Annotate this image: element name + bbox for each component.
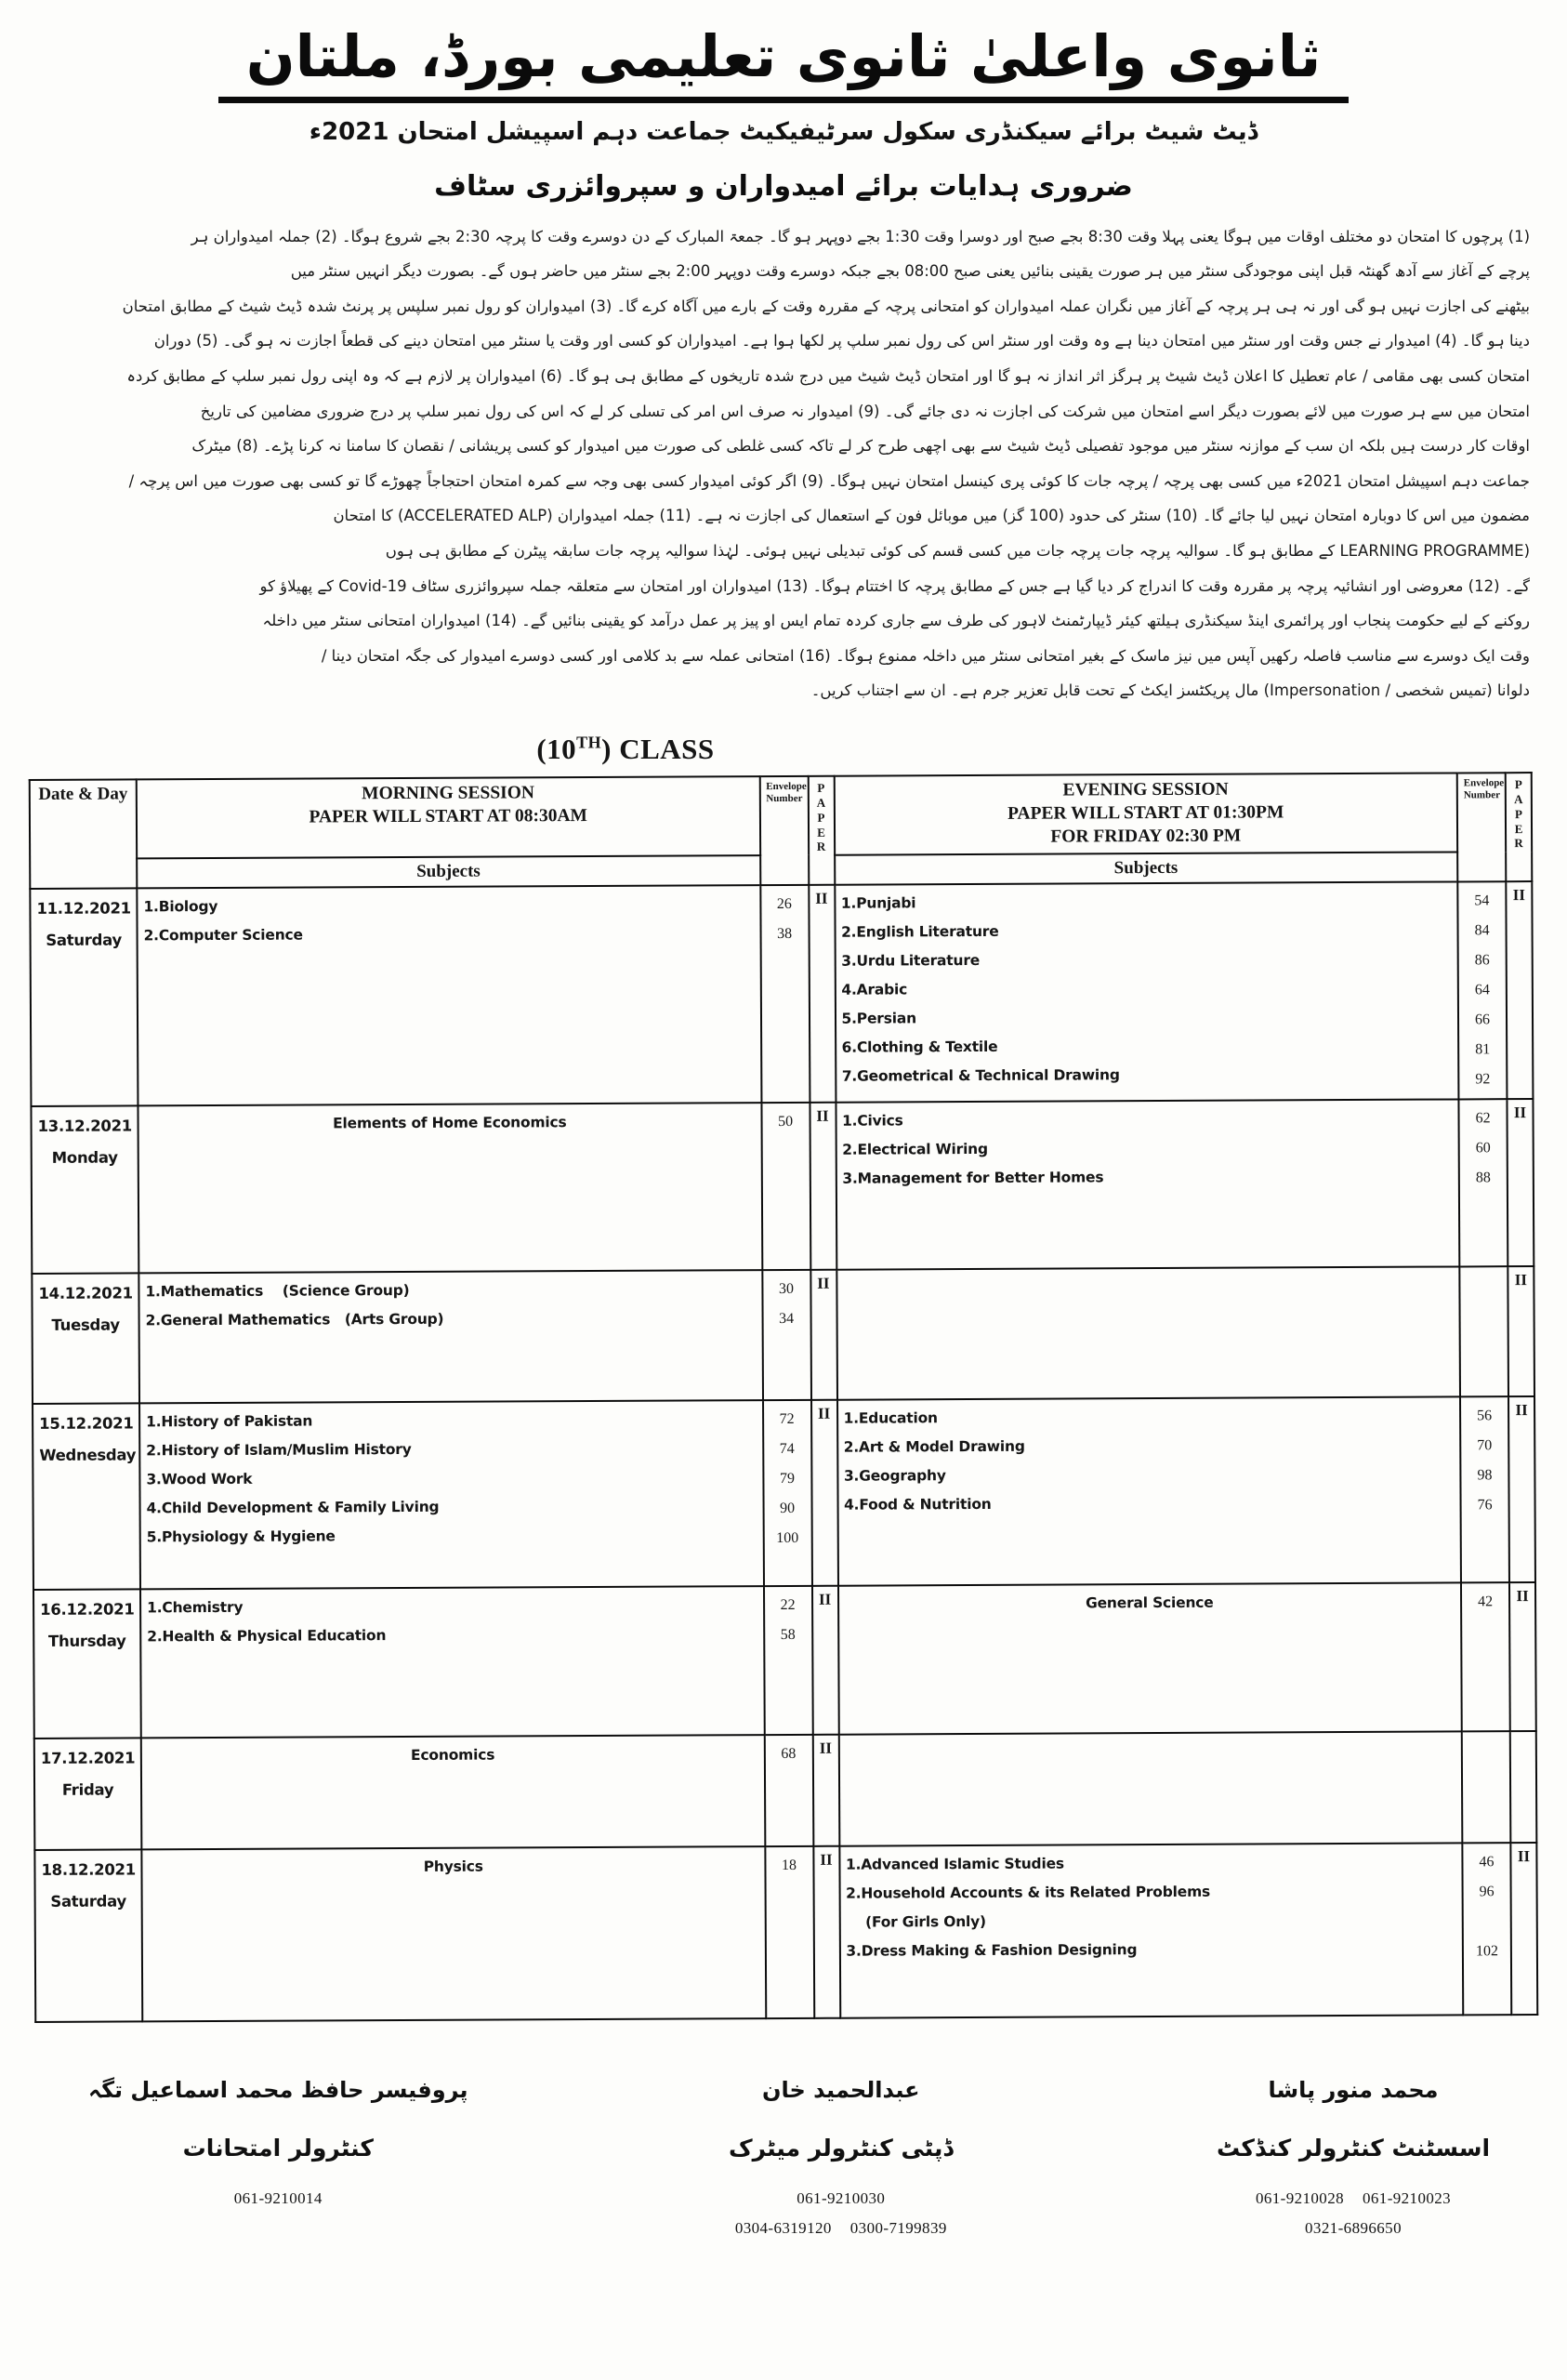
envelope-number: 102	[1475, 1943, 1498, 1960]
class-title-prefix: (10	[536, 733, 577, 766]
signatory-role: اسسٹنٹ کنٹرولر کنڈکٹ	[1216, 2134, 1491, 2162]
paper-letter: P	[817, 780, 825, 795]
instruction-line: دینا ہو گا۔ (4) امیدوار نے جس وقت اور سنٹر میں امتحان دینا ہے وہ وقت اور سنٹر اس کی رول نمبر سلپ پر لکھا ہوا ہے۔ امیدواران کو کسی اور وقت یا سنٹر میں امتحان دینے کی قطعاً اجازت نہ ہو گی۔ (5) دوران	[153, 332, 1530, 350]
table-row	[32, 1266, 1534, 1404]
cell-subjects-evening	[837, 1582, 1461, 1734]
cell-paper-evening: II	[1507, 1099, 1534, 1266]
phone-row	[702, 2214, 981, 2242]
instruction-line: (1) پرچوں کا امتحان دو مختلف اوقات میں ہوگا یعنی پہلا وقت 8:30 بجے صبح اور دوسرا وقت 1:30 بجے دوپہر ہو گا۔ جمعۃ المبارک کے دن دوسرے وقت کا پرچہ 2:30 بجے شروع ہوگا۔ (2) جملہ امیدواران ہر	[191, 227, 1530, 245]
cell-envelope-morning	[761, 1103, 810, 1270]
envelope-number: 98	[1477, 1467, 1493, 1484]
table-row	[31, 1099, 1534, 1274]
class-title-sup: TH	[576, 733, 602, 752]
instructions-text	[37, 219, 1530, 709]
signatory-role: ڈپٹی کنٹرولر میٹرک	[729, 2134, 954, 2162]
signature-block	[88, 2073, 1493, 2242]
subject-item: 2.History of Islam/Muslim History	[146, 1440, 412, 1460]
exam-date: 17.12.2021	[40, 1749, 136, 1767]
subject-item: 3.Dress Making & Fashion Designing	[846, 1941, 1138, 1960]
instructions-heading: ضروری ہدایات برائے امیدواران و سپروائزری سٹاف	[434, 169, 1133, 203]
phone-number: 0321-6896650	[1305, 2218, 1402, 2237]
table-row	[30, 881, 1533, 1106]
subject-item: 1.Mathematics (Science Group)	[145, 1281, 410, 1301]
cell-envelope-morning	[762, 1270, 811, 1400]
cell-paper-morning: II	[812, 1735, 839, 1846]
paper-letter: R	[1514, 836, 1523, 851]
envelope-number: 64	[1474, 982, 1490, 998]
cell-paper-evening: II	[1508, 1266, 1534, 1396]
envelope-label-line1: Envelope	[1463, 777, 1505, 789]
envelope-number: 70	[1477, 1437, 1493, 1454]
subject-item: Physics	[423, 1858, 483, 1875]
cell-subjects-evening	[835, 881, 1459, 1102]
subject-item: 1.Chemistry	[147, 1598, 244, 1617]
instruction-line: روکنے کے لیے حکومت پنجاب اور پرائمری اینڈ سیکنڈری ہیلتھ کیئر ڈیپارٹمنٹ لاہور کی طرف سے جاری کردہ تمام ایس او پیز پر عمل درآمد کو یقینی بنائیں گے۔ (14) امیدواران امتحانی سنٹر میں داخلہ	[262, 612, 1530, 630]
cell-paper-morning: II	[811, 1586, 838, 1735]
signatory-role: کنٹرولر امتحانات	[182, 2134, 374, 2162]
cell-subjects-evening	[836, 1266, 1460, 1399]
instruction-line: دلوانا (تمیس شخصی / Impersonation) مال پریکٹسز ایکٹ کے تحت قابل تعزیر جرم ہے۔ ان سے اجتناب کریں۔	[810, 681, 1530, 700]
paper-letter: A	[1514, 791, 1523, 807]
cell-date-day	[31, 1105, 138, 1274]
subject-item: 2.Art & Model Drawing	[843, 1437, 1025, 1456]
cell-envelope-evening	[1461, 1582, 1510, 1731]
subject-item: 2.English Literature	[841, 922, 999, 941]
instruction-line: پرچے کے آغاز سے آدھ گھنٹہ قبل اپنی موجودگی سنٹر میں ہر صورت یقینی بنائیں یعنی صبح 08:00 بجے جبکہ دوسرے وقت دوپہر 2:00 بجے سنٹر میں حاضر ہوں گے۔ بصورت دیگر انہیں سنٹر میں	[290, 262, 1530, 281]
cell-envelope-evening	[1462, 1843, 1511, 2015]
signatory	[1214, 2073, 1493, 2242]
header-row-1	[30, 773, 1532, 859]
exam-day: Saturday	[50, 1892, 126, 1911]
subject-item: 1.History of Pakistan	[146, 1412, 313, 1431]
exam-day: Saturday	[46, 931, 122, 949]
signatory	[88, 2073, 468, 2242]
cell-paper-evening: II	[1509, 1582, 1536, 1731]
phone-number: 061-9210028	[1255, 2189, 1344, 2208]
cell-paper-morning: II	[810, 1270, 837, 1400]
cell-subjects-morning	[141, 1735, 765, 1849]
subject-item: 2.Health & Physical Education	[147, 1626, 387, 1646]
exam-day: Monday	[51, 1148, 118, 1167]
evening-session-line1: EVENING SESSION	[1062, 779, 1229, 800]
subject-item: General Science	[1086, 1593, 1214, 1612]
subject-item: 1.Punjabi	[840, 894, 916, 912]
cell-paper-evening: II	[1508, 1396, 1535, 1582]
phone-number: 061-9210014	[233, 2189, 323, 2208]
exam-date: 18.12.2021	[41, 1860, 136, 1879]
envelope-number: 72	[779, 1410, 795, 1427]
envelope-number: 81	[1475, 1041, 1491, 1058]
cell-subjects-morning	[140, 1586, 764, 1738]
exam-date: 16.12.2021	[40, 1600, 135, 1619]
envelope-number	[1469, 1907, 1505, 1937]
cell-envelope-evening	[1462, 1731, 1511, 1843]
paper-letter: E	[1514, 821, 1523, 836]
class-title	[0, 733, 1567, 766]
subject-item: 5.Persian	[841, 1010, 916, 1027]
cell-paper-evening: II	[1506, 881, 1533, 1099]
paper-letter: A	[816, 795, 826, 810]
envelope-number: 96	[1479, 1884, 1495, 1900]
envelope-number: 50	[778, 1113, 794, 1130]
envelope-number: 79	[779, 1470, 795, 1487]
envelope-number: 26	[776, 895, 792, 912]
envelope-number: 22	[780, 1596, 796, 1613]
class-title-suffix: ) CLASS	[601, 733, 715, 766]
table-row	[34, 1843, 1537, 2022]
cell-paper-morning: II	[811, 1400, 838, 1586]
header-envelope-evening	[1457, 773, 1507, 881]
paper-letter: P	[817, 810, 825, 825]
cell-envelope-morning	[764, 1735, 813, 1846]
subject-item: 4.Food & Nutrition	[844, 1495, 992, 1514]
exam-date: 14.12.2021	[38, 1284, 133, 1302]
envelope-label-line1: Envelope	[766, 780, 807, 793]
cell-paper-morning: II	[810, 1103, 836, 1270]
subject-item: 2.Electrical Wiring	[842, 1140, 988, 1158]
evening-session-line2: PAPER WILL START AT 01:30PM	[1007, 802, 1284, 824]
signatory	[702, 2073, 981, 2242]
evening-session-line3: FOR FRIDAY 02:30 PM	[1050, 826, 1242, 847]
signatory-name: محمد منور پاشا	[1268, 2076, 1439, 2103]
phone-number: 061-9210030	[797, 2189, 886, 2208]
cell-subjects-morning	[138, 1103, 761, 1273]
subject-item: Elements of Home Economics	[333, 1114, 567, 1132]
exam-date: 11.12.2021	[36, 899, 131, 918]
cell-subjects-morning	[141, 1846, 765, 2021]
subject-item: 5.Physiology & Hygiene	[146, 1527, 336, 1546]
phone-row	[88, 2184, 468, 2213]
envelope-number: 74	[779, 1440, 795, 1457]
subject-item: 2.General Mathematics (Arts Group)	[145, 1310, 444, 1329]
cell-date-day	[33, 1589, 141, 1739]
envelope-label-line2: Number	[766, 792, 803, 804]
phone-number: 0300-7199839	[849, 2218, 947, 2237]
cell-envelope-evening	[1457, 881, 1507, 1099]
phone-row	[1214, 2214, 1493, 2242]
envelope-number: 60	[1475, 1140, 1491, 1157]
envelope-number: 58	[780, 1626, 796, 1643]
cell-date-day	[34, 1738, 142, 1850]
envelope-number: 76	[1477, 1497, 1493, 1514]
phone-row	[702, 2184, 981, 2213]
cell-subjects-morning	[139, 1400, 763, 1589]
subject-item: 2.Computer Science	[143, 926, 303, 945]
table-body	[30, 881, 1537, 2022]
table-row	[33, 1582, 1536, 1739]
header-paper-morning	[808, 776, 835, 885]
cell-subjects-morning	[138, 1270, 762, 1403]
cell-paper-evening	[1510, 1731, 1537, 1843]
subject-item: 1.Civics	[842, 1112, 903, 1130]
subject-item: 3.Urdu Literature	[841, 951, 981, 970]
subject-item: Economics	[410, 1746, 495, 1764]
phone-row	[1214, 2184, 1493, 2213]
envelope-number: 88	[1475, 1170, 1491, 1186]
signatory-name: پروفیسر حافظ محمد اسماعیل تگہ	[88, 2076, 468, 2103]
paper-letter: P	[1514, 777, 1522, 792]
instructions-block	[32, 219, 1535, 709]
cell-subjects-evening	[836, 1099, 1459, 1269]
paper-letter: R	[816, 840, 826, 854]
paper-letter: P	[1514, 806, 1522, 821]
cell-date-day	[33, 1403, 140, 1590]
header-date-day: Date & Day	[30, 779, 138, 888]
envelope-number: 90	[780, 1500, 796, 1516]
cell-envelope-morning	[765, 1846, 814, 2018]
paper-letter: E	[817, 825, 825, 840]
subject-item: 6.Clothing & Textile	[841, 1038, 998, 1056]
subject-item: (For Girls Only)	[846, 1912, 986, 1931]
instruction-line: مضمون میں اس کا دوبارہ امتحان نہیں لیا جائے گا۔ (10) سنٹر کی حدود (100 گز) میں موبائل فون کے استعمال کی اجازت نہ ہے۔ (11) جملہ امیدواران (ACCELERATED ALP) کا امتحان	[333, 507, 1530, 525]
instruction-line: وقت ایک دوسرے سے مناسب فاصلہ رکھیں آپس میں نیز ماسک کے بغیر امتحانی سنٹر میں داخلہ ممنوع ہوگا۔ (16) امتحانی عملہ سے بد کلامی اور کسی دوسرے امیدوار کی جگہ امتحان دینا /	[321, 646, 1530, 665]
envelope-number: 62	[1475, 1110, 1491, 1127]
instruction-line: جماعت دہم اسپیشل امتحان 2021ء میں کسی بھی پرچہ / پرچہ جات کا کوئی پری کینسل امتحان نہیں ہوگا۔ (9) اگر کوئی امیدوار کسی بھی وجہ سے کمرہ امتحان احتجاجاً چھوڑے گا تو کسی بھی صورت میں اس پرچہ /	[128, 471, 1530, 490]
subject-item: 3.Management for Better Homes	[842, 1169, 1104, 1187]
signatory-phones	[1214, 2184, 1493, 2242]
header-evening-session	[834, 773, 1457, 854]
subject-item: 1.Education	[843, 1409, 938, 1427]
subject-item: 1.Biology	[143, 897, 218, 916]
date-sheet-table-wrap	[29, 772, 1539, 2023]
subject-item: 3.Wood Work	[146, 1470, 253, 1488]
subject-item: 3.Geography	[843, 1467, 946, 1485]
masthead	[0, 0, 1567, 203]
instruction-line: امتحان میں سے ہر صورت میں لائے بصورت دیگر اسے امتحان میں شرکت کی اجازت نہ دی جائے گی۔ (9) امیدوار نہ صرف اس امر کی تسلی کر لے کہ اس کی رول نمبر سلپ پر درج ضروری مضامین کی تاریخ	[200, 402, 1530, 420]
instruction-line: بیٹھنے کی اجازت نہیں ہو گی اور نہ ہی ہر پرچہ کے آغاز میں نگران عملہ امیدواران کو امتحانی پرچہ کے مقررہ وقت کے بارے میں آگاہ کرے گا۔ (3) امیدواران کو رول نمبر سلپس پر پرنٹ شدہ ڈیٹ شیٹ کے مطابق امتحان	[122, 297, 1530, 315]
cell-paper-evening: II	[1510, 1843, 1537, 2015]
signatory-phones	[88, 2184, 468, 2213]
cell-envelope-evening	[1459, 1266, 1508, 1396]
exam-date: 13.12.2021	[37, 1117, 133, 1135]
signatory-name: عبدالحمید خان	[762, 2076, 920, 2103]
signatory-phones	[702, 2184, 981, 2242]
date-sheet-table	[29, 772, 1539, 2023]
envelope-number: 100	[776, 1529, 799, 1546]
morning-session-line1: MORNING SESSION	[362, 783, 535, 804]
envelope-label-line2: Number	[1463, 788, 1500, 801]
cell-subjects-evening	[839, 1843, 1463, 2017]
envelope-number: 84	[1474, 922, 1490, 939]
header-subjects-morning: Subjects	[137, 855, 760, 888]
subject-item: 1.Advanced Islamic Studies	[845, 1855, 1064, 1873]
instruction-line: اوقات کار درست ہیں بلکہ ان سب کے موازنہ سنٹر میں موجود تفصیلی ڈیٹ شیٹ سے بھی اچھی طرح کر لے تاکہ کسی غلطی کی صورت میں امیدوار کو کسی پریشانی / نقصان کا سامنا نہ کرنا پڑے۔ (8) میٹرک	[191, 437, 1530, 456]
exam-date: 15.12.2021	[39, 1414, 134, 1433]
envelope-number: 18	[781, 1857, 797, 1873]
board-title: ثانوی واعلیٰ ثانوی تعلیمی بورڈ، ملتان	[218, 20, 1350, 103]
envelope-number: 34	[779, 1310, 795, 1327]
cell-envelope-morning	[760, 885, 810, 1103]
table-head	[30, 773, 1533, 889]
cell-subjects-evening	[838, 1731, 1462, 1845]
header-subjects-evening: Subjects	[835, 852, 1458, 884]
envelope-number: 68	[781, 1745, 797, 1762]
cell-date-day	[30, 888, 138, 1106]
envelope-number: 46	[1479, 1854, 1495, 1871]
exam-day: Friday	[61, 1780, 114, 1799]
envelope-number: 66	[1474, 1012, 1491, 1028]
exam-day: Tuesday	[51, 1316, 120, 1334]
instruction-line: (LEARNING PROGRAMME کے مطابق ہو گا۔ سوالیہ پرچہ جات پرچہ جات میں کسی قسم کی کوئی تبدیلی نہیں ہوئی۔ لہٰذا سوالیہ پرچہ جات سابقہ پیٹرن کے مطابق ہی ہوں	[385, 541, 1530, 560]
envelope-number: 92	[1475, 1071, 1491, 1088]
phone-number: 061-9210023	[1363, 2189, 1452, 2208]
cell-paper-morning: II	[809, 885, 836, 1103]
morning-session-line2: PAPER WILL START AT 08:30AM	[309, 806, 587, 827]
cell-envelope-evening	[1458, 1099, 1508, 1266]
table-row	[33, 1396, 1535, 1590]
header-morning-session	[137, 776, 760, 858]
exam-day: Wednesday	[39, 1446, 137, 1464]
cell-envelope-morning	[763, 1400, 812, 1586]
instruction-line: گے۔ (12) معروضی اور انشائیہ پرچہ پر مقررہ وقت کا اندراج کر دیا گیا ہے جس کے مطابق پرچہ کا اختتام ہوگا۔ (13) امیدواران اور امتحان سے متعلقہ جملہ سپروائزری سٹاف Covid-19 کے پھیلاؤ کو	[259, 576, 1530, 595]
cell-date-day	[32, 1273, 139, 1404]
cell-paper-morning: II	[813, 1846, 840, 2018]
envelope-number: 56	[1477, 1408, 1493, 1424]
envelope-number: 42	[1478, 1593, 1494, 1610]
subject-item: 7.Geometrical & Technical Drawing	[841, 1066, 1120, 1085]
table-row	[34, 1731, 1537, 1850]
header-paper-evening	[1506, 773, 1533, 881]
cell-subjects-morning	[137, 885, 761, 1105]
exam-day: Thursday	[47, 1632, 126, 1650]
envelope-number: 86	[1474, 952, 1490, 969]
envelope-number: 38	[777, 925, 793, 942]
subject-item: 4.Arabic	[841, 981, 908, 998]
cell-envelope-morning	[763, 1586, 812, 1735]
phone-number: 0304-6319120	[734, 2218, 832, 2237]
cell-subjects-evening	[837, 1396, 1461, 1585]
envelope-number: 54	[1474, 892, 1490, 909]
cell-envelope-evening	[1460, 1396, 1509, 1582]
envelope-number: 30	[778, 1280, 794, 1297]
subject-item: 2.Household Accounts & its Related Problems	[846, 1883, 1211, 1902]
subject-item: 4.Child Development & Family Living	[146, 1498, 440, 1517]
instruction-line: امتحان کسی بھی مقامی / عام تعطیل کا اعلان ڈیٹ شیٹ پر ہرگز اثر انداز نہ ہو گا اور امتحان ڈیٹ شیٹ میں درج شدہ تاریخوں کے مطابق ہی ہو گا۔ (6) امیدواران پر لازم ہے کہ وہ اپنی رول نمبر سلپ کے مطابق کردہ	[126, 366, 1530, 385]
board-subtitle: ڈیٹ شیٹ برائے سیکنڈری سکول سرٹیفیکیٹ جماعت دہم اسپیشل امتحان 2021ء	[309, 117, 1258, 146]
cell-date-day	[34, 1849, 142, 2022]
header-envelope-morning	[759, 776, 809, 885]
